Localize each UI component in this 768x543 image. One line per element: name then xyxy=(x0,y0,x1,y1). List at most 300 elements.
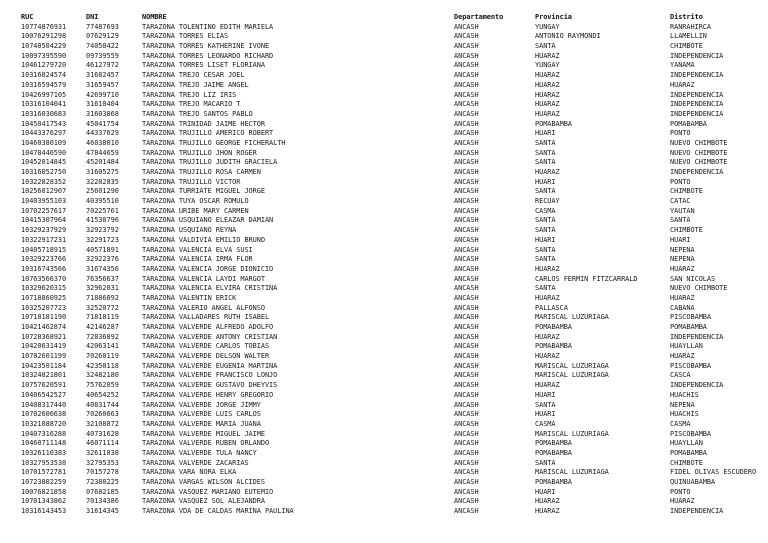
cell-distrito: INDEPENDENCIA xyxy=(670,51,724,60)
cell-provincia: SANTA xyxy=(535,400,556,409)
cell-ruc: 10757620591 xyxy=(21,381,67,390)
cell-nombre: TARAZONA TRUJILLO VICTOR xyxy=(142,177,241,186)
cell-departamento: ANCASH xyxy=(454,22,479,31)
cell-distrito: CASCA xyxy=(670,371,691,380)
table-row xyxy=(0,207,768,217)
cell-provincia: HUARAZ xyxy=(535,264,560,273)
cell-distrito: INDEPENDENCIA xyxy=(670,381,724,390)
table-row xyxy=(0,284,768,294)
cell-departamento: ANCASH xyxy=(454,429,479,438)
cell-distrito: HUACHIS xyxy=(670,390,699,399)
cell-nombre: TARAZONA VALENCIA ELVIRA CRISTINA xyxy=(142,284,278,293)
cell-nombre: TARAZONA VALVERDE ANTONY CRISTIAN xyxy=(142,332,278,341)
table-body xyxy=(0,23,768,517)
cell-dni: 31610404 xyxy=(86,100,119,109)
cell-nombre: TARAZONA VALERIO ANGEL ALFONSO xyxy=(142,303,265,312)
cell-dni: 32923792 xyxy=(86,226,119,235)
cell-nombre: TARAZONA TORRES KATHERINE IVONE xyxy=(142,42,270,51)
cell-nombre: TARAZONA VALVERDE ALFREDO ADOLFO xyxy=(142,323,274,331)
cell-nombre: TARAZONA VALENCIA LAYDI MARGOT xyxy=(142,274,265,283)
cell-provincia: SANTA xyxy=(535,148,556,157)
cell-nombre: TARAZONA VASQUEZ MARIANO EUTEMIO xyxy=(142,487,274,496)
cell-provincia: CASMA xyxy=(535,419,556,428)
cell-nombre: TARAZONA VALVERDE TULA NANCY xyxy=(142,448,257,457)
cell-dni: 40731628 xyxy=(86,429,119,438)
cell-dni: 32482180 xyxy=(86,371,119,380)
cell-nombre: TARAZONA TRINIDAD JAIME HECTOR xyxy=(142,119,265,128)
table-row xyxy=(0,342,768,352)
cell-ruc: 10718860925 xyxy=(21,293,67,302)
table-row xyxy=(0,265,768,275)
cell-departamento: ANCASH xyxy=(454,410,479,419)
cell-ruc: 10403955103 xyxy=(21,197,67,206)
cell-provincia: SANTA xyxy=(535,42,556,51)
cell-departamento: ANCASH xyxy=(454,448,479,457)
cell-nombre: TARAZONA VALLADARES RUTH ISABEL xyxy=(142,313,270,322)
cell-distrito: HUAYLLAN xyxy=(670,439,703,448)
cell-nombre: TARAZONA VALENCIA IRMA FLOR xyxy=(142,255,253,264)
cell-departamento: ANCASH xyxy=(454,303,479,312)
cell-departamento: ANCASH xyxy=(454,342,479,351)
cell-ruc: 10316824574 xyxy=(21,71,67,80)
table-row xyxy=(0,42,768,52)
cell-departamento: ANCASH xyxy=(454,148,479,157)
cell-dni: 44337629 xyxy=(86,129,119,138)
cell-ruc: 10316743566 xyxy=(21,264,67,273)
cell-dni: 41530796 xyxy=(86,216,119,225)
table-row xyxy=(0,178,768,188)
cell-departamento: ANCASH xyxy=(454,177,479,186)
cell-distrito: CATAC xyxy=(670,197,691,206)
cell-distrito: INDEPENDENCIA xyxy=(670,109,724,118)
cell-nombre: TARAZONA VALVERDE HENRY GREGORIO xyxy=(142,390,274,399)
table-row xyxy=(0,32,768,42)
cell-nombre: TARAZONA VASQUEZ SOL ALEJANDRA xyxy=(142,497,265,506)
cell-ruc: 10329620315 xyxy=(21,284,67,293)
cell-ruc: 10460711148 xyxy=(21,439,67,448)
cell-dni: 42350118 xyxy=(86,361,119,370)
table-row xyxy=(0,158,768,168)
cell-nombre: TARAZONA TREJO JAIME ANGEL xyxy=(142,80,249,89)
cell-distrito: YAUTAN xyxy=(670,206,695,215)
cell-distrito: NUEVO CHIMBOTE xyxy=(670,158,728,167)
cell-provincia: HUARAZ xyxy=(535,507,560,516)
table-row xyxy=(0,401,768,411)
cell-provincia: HUARAZ xyxy=(535,51,560,60)
cell-departamento: ANCASH xyxy=(454,293,479,302)
cell-provincia: ANTONIO RAYMONDI xyxy=(535,32,601,41)
cell-distrito: HUAYLLAN xyxy=(670,342,703,351)
cell-ruc: 10329237929 xyxy=(21,226,67,235)
table-row xyxy=(0,313,768,323)
cell-departamento: ANCASH xyxy=(454,507,479,516)
cell-ruc: 10702606638 xyxy=(21,410,67,419)
cell-departamento: ANCASH xyxy=(454,197,479,206)
cell-departamento: ANCASH xyxy=(454,439,479,448)
cell-departamento: ANCASH xyxy=(454,458,479,467)
cell-nombre: TARAZONA VALDIVIA EMILIO BRUNO xyxy=(142,235,265,244)
table-row xyxy=(0,246,768,256)
cell-provincia: HUARAZ xyxy=(535,381,560,390)
cell-nombre: TARAZONA VALVERDE ZACARIAS xyxy=(142,458,249,467)
table-row xyxy=(0,275,768,285)
cell-nombre: TARAZONA TREJO CESAR JOEL xyxy=(142,71,245,80)
cell-ruc: 10420631419 xyxy=(21,342,67,351)
cell-provincia: SANTA xyxy=(535,216,556,225)
cell-dni: 32962031 xyxy=(86,284,119,293)
cell-dni: 72836892 xyxy=(86,332,119,341)
table-row xyxy=(0,420,768,430)
cell-ruc: 10076291298 xyxy=(21,32,67,41)
cell-provincia: POMABAMBA xyxy=(535,119,572,128)
cell-ruc: 10322828352 xyxy=(21,177,67,186)
cell-nombre: TARAZONA TRUJILLO GEORGE FICHERALTH xyxy=(142,138,286,147)
column-header-departamento: Departamento xyxy=(454,13,504,21)
cell-departamento: ANCASH xyxy=(454,332,479,341)
cell-dni: 40654252 xyxy=(86,390,119,399)
cell-dni: 77487693 xyxy=(86,22,119,31)
cell-nombre: TARAZONA VALVERDE MIGUEL JAIME xyxy=(142,429,265,438)
cell-provincia: HUARI xyxy=(535,410,556,419)
cell-nombre: TARAZONA TOLENTINO EDITH MARIELA xyxy=(142,22,274,31)
cell-ruc: 10408317440 xyxy=(21,400,67,409)
table-row xyxy=(0,120,768,130)
cell-distrito: CHIMBOTE xyxy=(670,187,703,196)
cell-departamento: ANCASH xyxy=(454,51,479,60)
cell-ruc: 10423501184 xyxy=(21,361,67,370)
cell-dni: 31614345 xyxy=(86,507,119,516)
cell-provincia: RECUAY xyxy=(535,197,560,206)
cell-provincia: PALLASCA xyxy=(535,303,568,312)
cell-nombre: TARAZONA VALVERDE CARLOS TOBIAS xyxy=(142,342,270,351)
cell-provincia: SANTA xyxy=(535,245,556,254)
table-row xyxy=(0,100,768,110)
cell-dni: 47844659 xyxy=(86,148,119,157)
cell-dni: 31674356 xyxy=(86,264,119,273)
table-row xyxy=(0,255,768,265)
cell-ruc: 10256012907 xyxy=(21,187,67,196)
cell-ruc: 10327953538 xyxy=(21,458,67,467)
cell-provincia: CARLOS FERMIN FITZCARRALD xyxy=(535,274,638,283)
cell-dni: 32520772 xyxy=(86,303,119,312)
cell-departamento: ANCASH xyxy=(454,352,479,361)
cell-dni: 32922376 xyxy=(86,255,119,264)
cell-nombre: TARAZONA VALVERDE DELSON WALTER xyxy=(142,352,270,361)
cell-dni: 72380225 xyxy=(86,478,119,486)
cell-nombre: TARAZONA VALVERDE MARIA JUANA xyxy=(142,419,261,428)
cell-distrito: CHIMBOTE xyxy=(670,42,703,51)
cell-ruc: 10316052750 xyxy=(21,168,67,176)
cell-provincia: POMABAMBA xyxy=(535,439,572,448)
cell-provincia: YUNGAY xyxy=(535,61,560,70)
table-row xyxy=(0,187,768,197)
table-row xyxy=(0,449,768,459)
cell-provincia: SANTA xyxy=(535,138,556,147)
cell-distrito: FIDEL OLIVAS ESCUDERO xyxy=(670,468,757,477)
table-row xyxy=(0,197,768,207)
cell-distrito: HUARAZ xyxy=(670,497,695,506)
cell-distrito: HUARI xyxy=(670,235,691,244)
cell-nombre: TARAZONA TORRES LEONARDO RICHARD xyxy=(142,51,274,60)
table-row xyxy=(0,459,768,469)
cell-ruc: 10728368921 xyxy=(21,332,67,341)
cell-provincia: HUARI xyxy=(535,487,556,496)
cell-distrito: PISCOBAMBA xyxy=(670,429,711,438)
cell-provincia: HUARI xyxy=(535,129,556,138)
table-row xyxy=(0,294,768,304)
cell-ruc: 10723802259 xyxy=(21,478,67,486)
cell-distrito: INDEPENDENCIA xyxy=(670,90,724,99)
cell-dni: 31605275 xyxy=(86,168,119,176)
cell-departamento: ANCASH xyxy=(454,80,479,89)
cell-departamento: ANCASH xyxy=(454,264,479,273)
cell-distrito: INDEPENDENCIA xyxy=(670,100,724,109)
cell-nombre: TARAZONA VALENCIA ELVA SUSI xyxy=(142,245,253,254)
cell-nombre: TARAZONA TRUJILLO ROSA CARMEN xyxy=(142,168,261,176)
cell-ruc: 10325207723 xyxy=(21,303,67,312)
column-header-distrito: Distrito xyxy=(670,13,703,21)
cell-departamento: ANCASH xyxy=(454,206,479,215)
table-row xyxy=(0,304,768,314)
cell-dni: 46127972 xyxy=(86,61,119,70)
cell-provincia: SANTA xyxy=(535,284,556,293)
cell-distrito: HUARAZ xyxy=(670,293,695,302)
cell-ruc: 10321088720 xyxy=(21,419,67,428)
cell-ruc: 10407316288 xyxy=(21,429,67,438)
cell-dni: 70134386 xyxy=(86,497,119,506)
cell-dni: 46071114 xyxy=(86,439,119,448)
cell-departamento: ANCASH xyxy=(454,42,479,51)
cell-distrito: HUARAZ xyxy=(670,80,695,89)
cell-distrito: LLAMELLIN xyxy=(670,32,707,41)
cell-ruc: 10461279720 xyxy=(21,61,67,70)
cell-nombre: TARAZONA TRUJILLO AMERICO ROBERT xyxy=(142,129,274,138)
cell-dni: 74050422 xyxy=(86,42,119,51)
cell-provincia: SANTA xyxy=(535,158,556,167)
cell-distrito: HUACHIS xyxy=(670,410,699,419)
cell-departamento: ANCASH xyxy=(454,381,479,390)
cell-departamento: ANCASH xyxy=(454,187,479,196)
cell-departamento: ANCASH xyxy=(454,32,479,41)
cell-dni: 75762059 xyxy=(86,381,119,390)
cell-distrito: PONTO xyxy=(670,129,691,138)
cell-provincia: HUARAZ xyxy=(535,168,560,176)
cell-distrito: SAN NICOLAS xyxy=(670,274,716,283)
cell-dni: 42699710 xyxy=(86,90,119,99)
cell-nombre: TARAZONA TREJO SANTOS PABLO xyxy=(142,109,253,118)
cell-departamento: ANCASH xyxy=(454,371,479,380)
cell-distrito: PONTO xyxy=(670,177,691,186)
cell-provincia: MARISCAL LUZURIAGA xyxy=(535,361,609,370)
cell-nombre: TARAZONA VALENTIN ERICK xyxy=(142,293,237,302)
cell-dni: 76356637 xyxy=(86,274,119,283)
cell-nombre: TARAZONA TREJO MACARIO T xyxy=(142,100,241,109)
cell-dni: 32291723 xyxy=(86,235,119,244)
cell-provincia: HUARAZ xyxy=(535,100,560,109)
cell-departamento: ANCASH xyxy=(454,390,479,399)
column-header-provincia: Provincia xyxy=(535,13,572,21)
cell-dni: 07629129 xyxy=(86,32,119,41)
cell-departamento: ANCASH xyxy=(454,138,479,147)
cell-ruc: 10450417543 xyxy=(21,119,67,128)
table-row xyxy=(0,226,768,236)
cell-nombre: TARAZONA USQUIANO ELEAZAR DAMIAN xyxy=(142,216,274,225)
cell-nombre: TARAZONA VALVERDE GUSTAVO DHEYVIS xyxy=(142,381,278,390)
cell-ruc: 10322917231 xyxy=(21,235,67,244)
cell-ruc: 10076821858 xyxy=(21,487,67,496)
table-row xyxy=(0,61,768,71)
cell-ruc: 10405718915 xyxy=(21,245,67,254)
cell-provincia: HUARI xyxy=(535,235,556,244)
cell-distrito: HUARAZ xyxy=(670,352,695,361)
cell-dni: 09739559 xyxy=(86,51,119,60)
cell-departamento: ANCASH xyxy=(454,168,479,176)
cell-dni: 71818119 xyxy=(86,313,119,322)
cell-departamento: ANCASH xyxy=(454,468,479,477)
cell-ruc: 10478446590 xyxy=(21,148,67,157)
table-row xyxy=(0,352,768,362)
cell-provincia: POMABAMBA xyxy=(535,342,572,351)
cell-provincia: CASMA xyxy=(535,206,556,215)
cell-departamento: ANCASH xyxy=(454,497,479,506)
cell-dni: 45201484 xyxy=(86,158,119,167)
cell-distrito: POMABAMBA xyxy=(670,119,707,128)
cell-departamento: ANCASH xyxy=(454,109,479,118)
cell-ruc: 10718181190 xyxy=(21,313,67,322)
cell-departamento: ANCASH xyxy=(454,400,479,409)
cell-departamento: ANCASH xyxy=(454,90,479,99)
table-row xyxy=(0,52,768,62)
cell-dni: 42146287 xyxy=(86,323,119,331)
cell-ruc: 10701343862 xyxy=(21,497,67,506)
cell-dni: 32795353 xyxy=(86,458,119,467)
cell-distrito: YANAMA xyxy=(670,61,695,70)
cell-distrito: INDEPENDENCIA xyxy=(670,507,724,516)
table-row xyxy=(0,139,768,149)
cell-distrito: INDEPENDENCIA xyxy=(670,332,724,341)
cell-dni: 32108872 xyxy=(86,419,119,428)
cell-distrito: INDEPENDENCIA xyxy=(670,168,724,176)
cell-distrito: NUEVO CHIMBOTE xyxy=(670,138,728,147)
table-row xyxy=(0,381,768,391)
cell-departamento: ANCASH xyxy=(454,245,479,254)
cell-provincia: SANTA xyxy=(535,226,556,235)
cell-ruc: 10702601199 xyxy=(21,352,67,361)
cell-provincia: HUARAZ xyxy=(535,352,560,361)
cell-provincia: HUARAZ xyxy=(535,293,560,302)
cell-dni: 31603068 xyxy=(86,109,119,118)
cell-departamento: ANCASH xyxy=(454,284,479,293)
cell-ruc: 10329223766 xyxy=(21,255,67,264)
cell-provincia: HUARI xyxy=(535,177,556,186)
cell-ruc: 10316104041 xyxy=(21,100,67,109)
cell-nombre: TARAZONA URIBE MARY CARMEN xyxy=(142,206,249,215)
cell-nombre: TARAZONA TUYA OSCAR ROMULO xyxy=(142,197,249,206)
table-row xyxy=(0,333,768,343)
cell-ruc: 10415307964 xyxy=(21,216,67,225)
cell-ruc: 10701572781 xyxy=(21,468,67,477)
cell-ruc: 10460380109 xyxy=(21,138,67,147)
cell-ruc: 10426997105 xyxy=(21,90,67,99)
cell-departamento: ANCASH xyxy=(454,119,479,128)
cell-departamento: ANCASH xyxy=(454,216,479,225)
cell-nombre: TARAZONA VARGAS WILSON ALCIDES xyxy=(142,478,265,486)
cell-departamento: ANCASH xyxy=(454,323,479,331)
cell-provincia: SANTA xyxy=(535,255,556,264)
cell-ruc: 10097395590 xyxy=(21,51,67,60)
cell-distrito: SANTA xyxy=(670,216,691,225)
records-table xyxy=(0,13,768,517)
cell-nombre: TARAZONA VALVERDE LUIS CARLOS xyxy=(142,410,261,419)
cell-distrito: HUARAZ xyxy=(670,264,695,273)
table-row xyxy=(0,497,768,507)
cell-ruc: 10406542527 xyxy=(21,390,67,399)
cell-distrito: POMABAMBA xyxy=(670,323,707,331)
cell-distrito: POMABAMBA xyxy=(670,448,707,457)
cell-distrito: INDEPENDENCIA xyxy=(670,71,724,80)
cell-nombre: TARAZONA VARA NORA ELKA xyxy=(142,468,237,477)
column-header-dni: DNI xyxy=(86,13,99,21)
cell-dni: 70260663 xyxy=(86,410,119,419)
table-row xyxy=(0,110,768,120)
cell-dni: 32611038 xyxy=(86,448,119,457)
cell-nombre: TARAZONA VALVERDE EUGENIA MARTINA xyxy=(142,361,278,370)
cell-dni: 31682457 xyxy=(86,71,119,80)
cell-dni: 45041754 xyxy=(86,119,119,128)
table-row xyxy=(0,323,768,333)
cell-ruc: 10421462874 xyxy=(21,323,67,331)
cell-ruc: 10316143453 xyxy=(21,507,67,516)
cell-dni: 46038010 xyxy=(86,138,119,147)
table-header-row xyxy=(0,13,768,23)
cell-provincia: POMABAMBA xyxy=(535,448,572,457)
cell-provincia: MARISCAL LUZURIAGA xyxy=(535,371,609,380)
cell-distrito: PONTO xyxy=(670,487,691,496)
cell-distrito: CHIMBOTE xyxy=(670,226,703,235)
cell-dni: 70157278 xyxy=(86,468,119,477)
table-row xyxy=(0,71,768,81)
cell-departamento: ANCASH xyxy=(454,61,479,70)
cell-departamento: ANCASH xyxy=(454,478,479,486)
table-row xyxy=(0,168,768,178)
cell-dni: 40395510 xyxy=(86,197,119,206)
cell-dni: 32282835 xyxy=(86,177,119,186)
cell-distrito: NEPEÑA xyxy=(670,245,695,254)
cell-departamento: ANCASH xyxy=(454,158,479,167)
cell-nombre: TARAZONA TORRES ELIAS xyxy=(142,32,229,41)
cell-nombre: TARAZONA USQUIANO REYNA xyxy=(142,226,237,235)
cell-ruc: 10443376297 xyxy=(21,129,67,138)
cell-dni: 70225761 xyxy=(86,206,119,215)
table-row xyxy=(0,91,768,101)
table-row xyxy=(0,478,768,488)
cell-distrito: NUEVO CHIMBOTE xyxy=(670,148,728,157)
cell-distrito: NEPEÑA xyxy=(670,400,695,409)
cell-dni: 40571891 xyxy=(86,245,119,254)
table-row xyxy=(0,430,768,440)
cell-provincia: SANTA xyxy=(535,187,556,196)
table-row xyxy=(0,216,768,226)
cell-ruc: 10740504229 xyxy=(21,42,67,51)
cell-provincia: POMABAMBA xyxy=(535,323,572,331)
cell-nombre: TARAZONA VDA DE CALDAS MARINA PAULINA xyxy=(142,507,294,516)
cell-dni: 31659457 xyxy=(86,80,119,89)
cell-departamento: ANCASH xyxy=(454,274,479,283)
cell-departamento: ANCASH xyxy=(454,100,479,109)
cell-departamento: ANCASH xyxy=(454,235,479,244)
table-row xyxy=(0,129,768,139)
cell-nombre: TARAZONA VALENCIA JORGE DIONICIO xyxy=(142,264,274,273)
